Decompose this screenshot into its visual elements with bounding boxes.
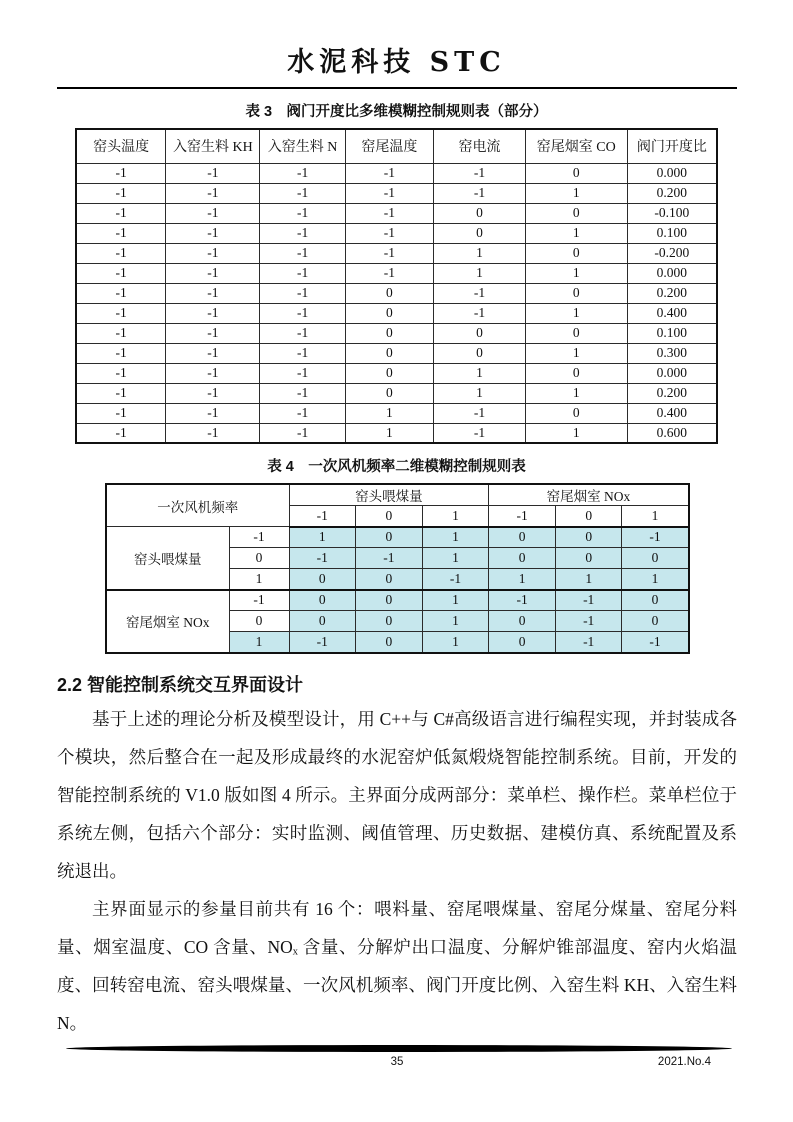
table3-cell: -0.200 — [627, 243, 717, 263]
table3-cell: 0.300 — [627, 343, 717, 363]
table3-cell: 1 — [525, 263, 627, 283]
table3-cell: 0.200 — [627, 383, 717, 403]
table3-cell: -1 — [166, 163, 260, 183]
page-number: 35 — [390, 1056, 404, 1068]
table4-col-subheader: 1 — [422, 506, 489, 527]
table3-cell: -1 — [434, 423, 526, 443]
table3-cell: 1 — [525, 383, 627, 403]
table3-cell: -1 — [260, 403, 345, 423]
table4-row — [106, 527, 689, 548]
table3-cell: 1 — [434, 263, 526, 283]
table3-cell: -1 — [76, 283, 166, 303]
table3-cell: -1 — [260, 203, 345, 223]
table4-row — [106, 590, 689, 611]
table3-row — [76, 203, 717, 223]
section-heading: 2.2 智能控制系统交互界面设计 — [57, 674, 304, 695]
table4-cell: 0 — [289, 590, 356, 611]
table3-row — [76, 263, 717, 283]
table3-cell: -1 — [434, 283, 526, 303]
table4-cell: 1 — [622, 569, 689, 590]
table3-cell: -1 — [434, 163, 526, 183]
table3-cell: -1 — [260, 343, 345, 363]
table3-cell: 0 — [525, 403, 627, 423]
table4-cell: 1 — [422, 527, 489, 548]
footer-divider — [66, 1045, 732, 1052]
table3-row — [76, 183, 717, 203]
table3-row — [76, 323, 717, 343]
header-divider — [57, 87, 737, 89]
table4-cell: 0 — [555, 527, 622, 548]
table3-cell: -1 — [345, 263, 433, 283]
fuzzy-rule-table-4 — [105, 483, 690, 654]
table3-cell: -1 — [434, 303, 526, 323]
table4-cell: 0 — [289, 569, 356, 590]
table3-cell: 0.000 — [627, 263, 717, 283]
table3-cell: -1 — [260, 163, 345, 183]
table4-col-subheader: -1 — [289, 506, 356, 527]
table3-cell: 0.400 — [627, 403, 717, 423]
body-text — [0, 700, 793, 1042]
table3-cell: -1 — [345, 223, 433, 243]
table3-cell: 0.200 — [627, 183, 717, 203]
table3-cell: -1 — [166, 263, 260, 283]
table3-cell: 0 — [525, 243, 627, 263]
table4-cell: -1 — [555, 611, 622, 632]
table3-cell: -1 — [76, 163, 166, 183]
table3-cell: 0 — [525, 323, 627, 343]
table4-cell: 0 — [622, 611, 689, 632]
table3-row — [76, 163, 717, 183]
table4-cell: 0 — [489, 527, 556, 548]
table3-row — [76, 423, 717, 443]
table3-cell: 0.200 — [627, 283, 717, 303]
table3-cell: -1 — [76, 383, 166, 403]
table3-cell: 1 — [345, 423, 433, 443]
table3-cell: 0 — [434, 203, 526, 223]
table4-cell: 1 — [422, 548, 489, 569]
table3-cell: -1 — [166, 363, 260, 383]
table3-row — [76, 303, 717, 323]
table3-cell: 0 — [525, 163, 627, 183]
table3-cell: -1 — [76, 243, 166, 263]
table3-cell: -1 — [76, 343, 166, 363]
table3-col-header: 窑头温度 — [76, 129, 166, 163]
table3-cell: -1 — [166, 243, 260, 263]
table3-cell: -1 — [260, 383, 345, 403]
table3-cell: -1 — [76, 323, 166, 343]
table3-cell: 0.600 — [627, 423, 717, 443]
table4-cell: 0 — [555, 548, 622, 569]
table4-cell: 1 — [422, 590, 489, 611]
table4-row-subheader: -1 — [229, 590, 289, 611]
table4-row-group-label: 窑头喂煤量 — [106, 527, 229, 590]
table3-cell: 0 — [345, 283, 433, 303]
table3-caption: 表 3 阀门开度比多维模糊控制规则表（部分） — [245, 104, 548, 120]
table3-cell: 0 — [434, 343, 526, 363]
table3-col-header: 窑电流 — [434, 129, 526, 163]
table4-col-subheader: 0 — [555, 506, 622, 527]
table3-cell: -1 — [166, 183, 260, 203]
table3-col-header: 入窑生料 KH — [166, 129, 260, 163]
table3-cell: 1 — [525, 423, 627, 443]
table3-cell: -1 — [166, 343, 260, 363]
table3-cell: -1 — [76, 303, 166, 323]
table4-cell: -1 — [289, 632, 356, 653]
table3-row — [76, 343, 717, 363]
table3-cell: 0 — [345, 363, 433, 383]
table3-cell: 0 — [434, 323, 526, 343]
table4-cell: -1 — [555, 632, 622, 653]
table4-cell: -1 — [622, 632, 689, 653]
table4-row-subheader: 0 — [229, 548, 289, 569]
table3-col-header: 阀门开度比 — [627, 129, 717, 163]
table3-cell: -1 — [166, 303, 260, 323]
table3-cell: -1 — [260, 223, 345, 243]
table3-cell: -1 — [345, 243, 433, 263]
table4-cell: 1 — [555, 569, 622, 590]
table3-cell: 1 — [525, 183, 627, 203]
table4-cell: -1 — [422, 569, 489, 590]
table4-cell: 0 — [356, 611, 423, 632]
table4-cell: 1 — [422, 632, 489, 653]
table3-cell: -0.100 — [627, 203, 717, 223]
table3-cell: 1 — [434, 363, 526, 383]
table3-cell: -1 — [345, 203, 433, 223]
table3-cell: 1 — [525, 223, 627, 243]
table3-cell: -1 — [166, 403, 260, 423]
table3-col-header: 入窑生料 N — [260, 129, 345, 163]
table3-cell: -1 — [260, 303, 345, 323]
table4-col-group-header: 窑头喂煤量 — [289, 484, 489, 506]
table3-cell: -1 — [76, 403, 166, 423]
table3-cell: -1 — [76, 183, 166, 203]
table3-cell: 1 — [345, 403, 433, 423]
table3-cell: 0.100 — [627, 223, 717, 243]
table4-col-subheader: 0 — [356, 506, 423, 527]
table4-row-subheader: -1 — [229, 527, 289, 548]
table3-cell: 0.400 — [627, 303, 717, 323]
table3-row — [76, 383, 717, 403]
table3-row — [76, 223, 717, 243]
table3-cell: -1 — [260, 363, 345, 383]
table4-cell: 0 — [356, 527, 423, 548]
table4-cell: 0 — [356, 569, 423, 590]
table3-row — [76, 243, 717, 263]
table3-cell: -1 — [76, 203, 166, 223]
journal-title: 水泥科技 STC — [287, 47, 506, 78]
table3-cell: -1 — [76, 363, 166, 383]
table3-row — [76, 363, 717, 383]
table3-cell: -1 — [166, 223, 260, 243]
table3-cell: -1 — [76, 423, 166, 443]
table3-cell: -1 — [260, 183, 345, 203]
table4-cell: -1 — [489, 590, 556, 611]
table4-col-group-header: 窑尾烟室 NOx — [489, 484, 689, 506]
table3-cell: 1 — [525, 343, 627, 363]
table3-cell: 0 — [345, 383, 433, 403]
table3-cell: -1 — [166, 323, 260, 343]
table3-cell: -1 — [345, 163, 433, 183]
table3-cell: -1 — [260, 263, 345, 283]
table4-cell: 0 — [489, 548, 556, 569]
table4-cell: 1 — [422, 611, 489, 632]
table4-cell: 0 — [489, 611, 556, 632]
table3-cell: -1 — [260, 283, 345, 303]
table4-col-subheader: -1 — [489, 506, 556, 527]
table3-cell: -1 — [166, 383, 260, 403]
table4-cell: -1 — [289, 548, 356, 569]
table3-cell: 0 — [345, 343, 433, 363]
table3-cell: 1 — [525, 303, 627, 323]
table3-cell: 1 — [434, 243, 526, 263]
table3-cell: -1 — [76, 263, 166, 283]
paragraph-1: 基于上述的理论分析及模型设计，用 C++与 C#高级语言进行编程实现，并封装成各个模块，然后整合在一起及形成最终的水泥窑炉低氮煅烧智能控制系统。目前，开发的智能控制系统的 V1.0 版如图 4 所示。主界面分成两部分：菜单栏、操作栏。菜单栏位于系统左侧，包括六个部分：实时监测、阈值管理、历史数据、建模仿真、系统配置及系统退出。 — [57, 708, 737, 881]
paragraph-2: 主界面显示的参量目前共有 16 个：喂料量、窑尾喂煤量、窑尾分煤量、窑尾分料量、烟室温度、CO 含量、NOₓ 含量、分解炉出口温度、分解炉锥部温度、窑内火焰温度、回转窑电流、窑头喂煤量、一次风机频率、阀门开度比例、入窑生料 KH、入窑生料 N。 — [57, 898, 737, 1033]
table4-caption: 表 4 一次风机频率二维模糊控制规则表 — [267, 459, 526, 475]
table4-row-group-label: 窑尾烟室 NOx — [106, 590, 229, 653]
table3-cell: 0 — [525, 203, 627, 223]
page-footer — [57, 1056, 737, 1072]
table3-cell: -1 — [260, 323, 345, 343]
table4-cell: 0 — [356, 590, 423, 611]
table3-cell: -1 — [434, 403, 526, 423]
table4-row-subheader: 0 — [229, 611, 289, 632]
table4-cell: 0 — [622, 590, 689, 611]
table3-col-header: 窑尾烟室 CO — [525, 129, 627, 163]
table4-cell: 1 — [489, 569, 556, 590]
table4-cell: 0 — [622, 548, 689, 569]
table4-cell: -1 — [622, 527, 689, 548]
table4-cell: 0 — [489, 632, 556, 653]
table4-cell: 0 — [356, 632, 423, 653]
table3-cell: -1 — [166, 203, 260, 223]
table3-cell: -1 — [166, 283, 260, 303]
table3-cell: -1 — [260, 243, 345, 263]
table3-cell: -1 — [345, 183, 433, 203]
table3-cell: 1 — [434, 383, 526, 403]
table3-cell: 0.100 — [627, 323, 717, 343]
table4-row-subheader: 1 — [229, 569, 289, 590]
table3-cell: -1 — [260, 423, 345, 443]
table3-col-header: 窑尾温度 — [345, 129, 433, 163]
table3-cell: -1 — [434, 183, 526, 203]
table4-cell: 0 — [289, 611, 356, 632]
table4-cell: -1 — [356, 548, 423, 569]
table4-col-subheader: 1 — [622, 506, 689, 527]
table4-corner-label: 一次风机频率 — [106, 484, 289, 527]
table4-cell: -1 — [555, 590, 622, 611]
issue-number: 2021.No.4 — [657, 1056, 711, 1068]
table3-row — [76, 403, 717, 423]
table3-cell: -1 — [76, 223, 166, 243]
table3-cell: 0 — [345, 303, 433, 323]
table3-cell: 0 — [525, 363, 627, 383]
table3-cell: 0.000 — [627, 363, 717, 383]
table3-cell: 0 — [525, 283, 627, 303]
table3-cell: 0.000 — [627, 163, 717, 183]
fuzzy-rule-table-3 — [75, 128, 718, 444]
table3-cell: 0 — [345, 323, 433, 343]
table4-row-subheader: 1 — [229, 632, 289, 653]
table4-cell: 1 — [289, 527, 356, 548]
table4-header-row — [106, 484, 689, 506]
table3-cell: 0 — [434, 223, 526, 243]
table3-row — [76, 283, 717, 303]
table3-cell: -1 — [166, 423, 260, 443]
